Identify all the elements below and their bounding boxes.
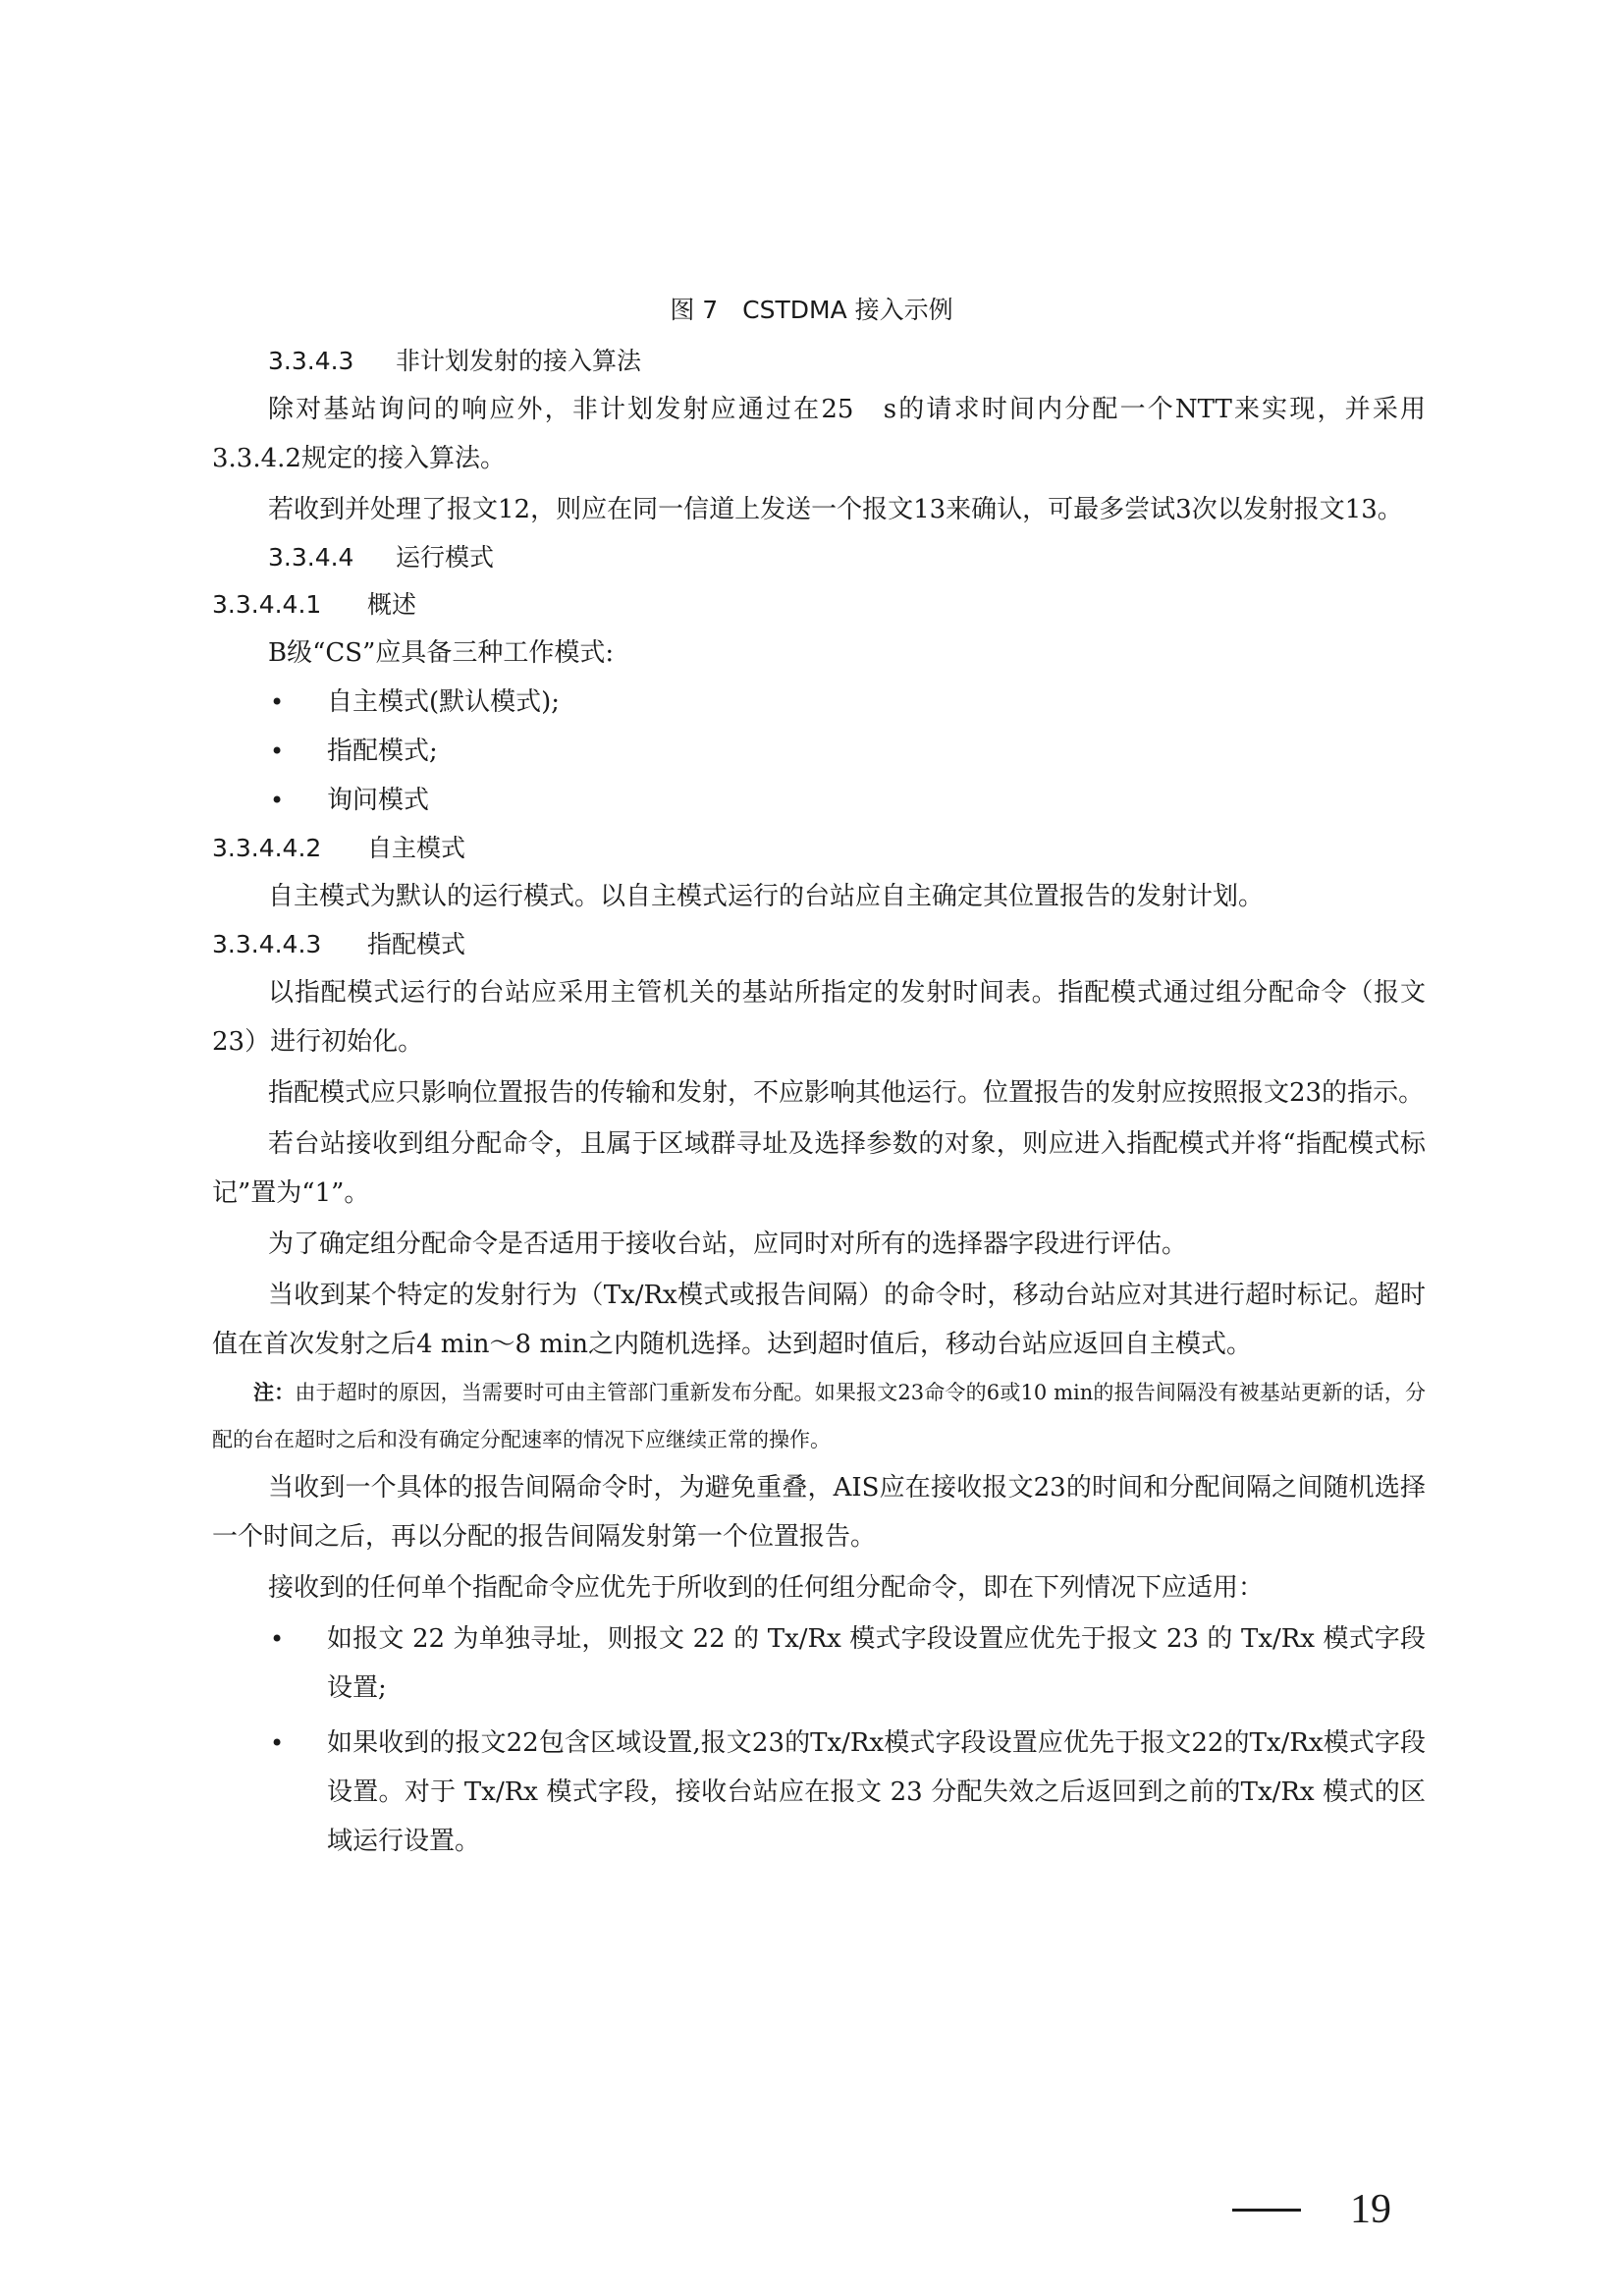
section-heading-3344 — [212, 534, 1426, 581]
list-item: • 如果收到的报文22包含区域设置,报文23的Tx/Rx模式字段设置应优先于报文22的Tx/Rx模式字段设置。对于 Tx/Rx 模式字段，接收台站应在报文 23 分配失效之后返回到之前的Tx/Rx 模式的区域运行设置。 — [212, 1719, 1426, 1866]
section-title: 概述 — [367, 590, 417, 619]
bullet-icon: • — [270, 688, 285, 716]
paragraph: 当收到某个特定的发射行为（Tx/Rx模式或报告间隔）的命令时，移动台站应对其进行超时标记。超时值在首次发射之后4 min～8 min之内随机选择。达到超时值后，移动台站应返回自主模式。 — [212, 1281, 1426, 1359]
priority-list — [212, 1614, 1426, 1866]
bullet-icon: • — [270, 787, 285, 814]
list-item: • 自主模式(默认模式); — [212, 678, 1426, 727]
note-text: 由于超时的原因，当需要时可由主管部门重新发布分配。如果报文23命令的6或10 min的报告间隔没有被基站更新的话，分配的台在超时之后和没有确定分配速率的情况下应继续正常的操作。 — [212, 1381, 1427, 1451]
paragraph: 指配模式应只影响位置报告的传输和发射，不应影响其他运行。位置报告的发射应按照报文23的指示。 — [268, 1078, 1425, 1108]
list-item: • 如报文 22 为单独寻址，则报文 22 的 Tx/Rx 模式字段设置应优先于报文 23 的 Tx/Rx 模式字段设置; — [212, 1614, 1426, 1713]
paragraph: 当收到一个具体的报告间隔命令时，为避免重叠，AIS应在接收报文23的时间和分配间隔之间随机选择一个时间之后，再以分配的报告间隔发射第一个位置报告。 — [212, 1473, 1426, 1552]
section-heading-3343 — [212, 338, 1426, 385]
footer-dash — [1232, 2209, 1301, 2212]
section-number: 3.3.4.4 — [268, 543, 354, 572]
section-number: 3.3.4.4.3 — [212, 930, 322, 958]
note-label: 注： — [253, 1381, 296, 1404]
paragraph: 自主模式为默认的运行模式。以自主模式运行的台站应自主确定其位置报告的发射计划。 — [268, 882, 1265, 911]
bullet-icon: • — [270, 1625, 285, 1653]
section-title: 非计划发射的接入算法 — [396, 347, 642, 375]
page-footer — [1232, 2185, 1391, 2234]
paragraph: 若收到并处理了报文12，则应在同一信道上发送一个报文13来确认，可最多尝试3次以发射报文13。 — [268, 495, 1403, 524]
paragraph: B级“CS”应具备三种工作模式: — [268, 638, 615, 668]
list-item: • 询问模式 — [212, 776, 1426, 825]
section-title: 指配模式 — [367, 930, 466, 958]
section-number: 3.3.4.4.1 — [212, 590, 322, 619]
document-body — [212, 338, 1426, 1866]
section-number: 3.3.4.4.2 — [212, 834, 322, 862]
section-title: 运行模式 — [396, 543, 495, 572]
modes-list — [212, 678, 1426, 825]
note — [212, 1369, 1426, 1463]
list-item: • 指配模式; — [212, 727, 1426, 776]
paragraph: 除对基站询问的响应外，非计划发射应通过在25 s的请求时间内分配一个NTT来实现，并采用3.3.4.2规定的接入算法。 — [212, 395, 1426, 473]
paragraph: 若台站接收到组分配命令，且属于区域群寻址及选择参数的对象，则应进入指配模式并将“指配模式标记”置为“1”。 — [212, 1129, 1426, 1208]
paragraph: 为了确定组分配命令是否适用于接收台站，应同时对所有的选择器字段进行评估。 — [268, 1230, 1188, 1259]
section-heading-33442 — [212, 825, 1426, 872]
section-title: 自主模式 — [367, 834, 466, 862]
paragraph: 以指配模式运行的台站应采用主管机关的基站所指定的发射时间表。指配模式通过组分配命令（报文23）进行初始化。 — [212, 978, 1426, 1057]
section-heading-33441 — [212, 581, 1426, 629]
figure-caption: 图 7 CSTDMA 接入示例 — [670, 296, 953, 324]
bullet-icon: • — [270, 1729, 285, 1757]
section-heading-33443 — [212, 921, 1426, 968]
page-number: 19 — [1350, 2187, 1391, 2232]
bullet-icon: • — [270, 738, 285, 765]
section-number: 3.3.4.3 — [268, 347, 354, 375]
paragraph: 接收到的任何单个指配命令应优先于所收到的任何组分配命令，即在下列情况下应适用： — [268, 1573, 1265, 1603]
